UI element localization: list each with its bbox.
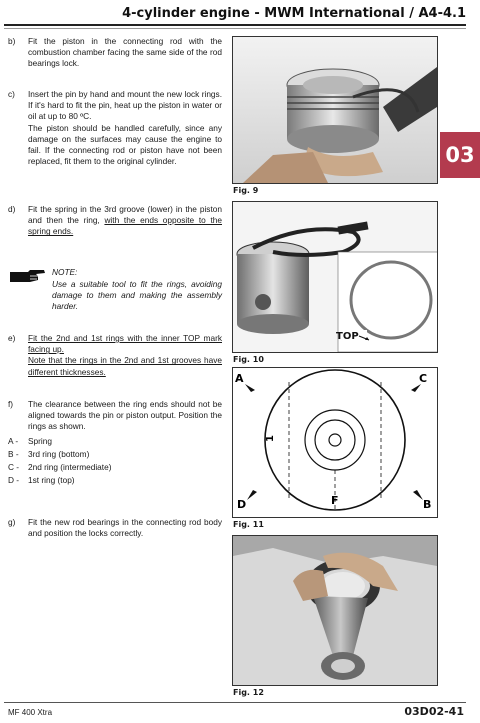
label-one: 1 bbox=[265, 435, 276, 442]
footer-rule bbox=[4, 702, 466, 703]
step-text bbox=[28, 89, 222, 167]
header-rule bbox=[4, 24, 466, 26]
label-d: D bbox=[237, 498, 247, 511]
legend-code: C - bbox=[8, 462, 20, 472]
figure-11-caption: Fig. 11 bbox=[233, 520, 264, 529]
step-letter: b) bbox=[8, 36, 16, 46]
note-label: NOTE: bbox=[52, 267, 78, 277]
figure-11-diagram bbox=[232, 367, 438, 518]
legend-desc: 2nd ring (intermediate) bbox=[28, 462, 112, 472]
legend-desc: 3rd ring (bottom) bbox=[28, 449, 90, 459]
step-text: Fit the new rod bearings in the connecting rod body and position the locks correctly. bbox=[28, 517, 222, 539]
top-mark-label: TOP bbox=[336, 331, 359, 342]
header-rule-thin bbox=[4, 28, 466, 29]
note-text: Use a suitable tool to fit the rings, avoiding damage to them and making the assembly harder. bbox=[52, 279, 222, 312]
page-number: 03D02-41 bbox=[404, 705, 464, 718]
page-title: 4-cylinder engine - MWM International / A4-4.1 bbox=[122, 6, 466, 21]
legend-desc: Spring bbox=[28, 436, 52, 446]
figure-12-photo bbox=[232, 535, 438, 686]
step-letter: g) bbox=[8, 517, 16, 527]
figure-10-photo bbox=[232, 201, 438, 353]
step-text-part: Fit the 2nd and 1st rings with the inner TOP mark facing up. bbox=[28, 333, 222, 355]
legend-code: B - bbox=[8, 449, 19, 459]
chapter-tab: 03 bbox=[440, 132, 480, 178]
step-text-underlined: with the ends opposite to the spring ends. bbox=[28, 215, 222, 237]
step-text-part: Insert the pin by hand and mount the new lock rings. If it's hard to fit the pin, heat up the piston in water or oil at up to 80 ºC. bbox=[28, 89, 222, 122]
label-a: A bbox=[235, 372, 244, 385]
label-b: B bbox=[423, 498, 432, 511]
step-text-part: The piston should be handled carefully, since any damage on the surfaces may cause the engine to fail. If the connecting rod or piston have not been replaced, fit them to the original cylinder. bbox=[28, 122, 222, 167]
label-f: F bbox=[331, 494, 339, 507]
step-letter: e) bbox=[8, 333, 16, 343]
figure-9-photo bbox=[232, 36, 438, 184]
step-letter: f) bbox=[8, 399, 14, 409]
step-text-part: Fit the spring in the 3rd groove (lower) in the piston and then the ring, bbox=[28, 204, 222, 226]
legend-code: A - bbox=[8, 436, 19, 446]
piston-pin-illustration bbox=[233, 37, 437, 183]
step-text bbox=[28, 333, 222, 378]
step-letter: c) bbox=[8, 89, 15, 99]
label-c: C bbox=[419, 372, 428, 385]
legend-code: D - bbox=[8, 475, 20, 485]
legend-desc: 1st ring (top) bbox=[28, 475, 75, 485]
step-text bbox=[28, 204, 222, 238]
pointing-hand-icon bbox=[8, 269, 46, 283]
ring-gap-diagram bbox=[233, 368, 437, 517]
connecting-rod-illustration bbox=[233, 536, 437, 685]
step-text: The clearance between the ring ends should not be aligned towards the pin or piston output. Position the rings as shown. bbox=[28, 399, 222, 432]
ring-fitting-illustration bbox=[233, 202, 437, 352]
step-text: Fit the piston in the connecting rod with the combustion chamber facing the same side of the rod bearings lock. bbox=[28, 36, 222, 69]
footer-model: MF 400 Xtra bbox=[8, 708, 53, 717]
figure-10-caption: Fig. 10 bbox=[233, 355, 264, 364]
figure-9-caption: Fig. 9 bbox=[233, 186, 259, 195]
step-letter: d) bbox=[8, 204, 16, 214]
step-text-part: Note that the rings in the 2nd and 1st grooves have different thicknesses. bbox=[28, 355, 222, 377]
figure-12-caption: Fig. 12 bbox=[233, 688, 264, 697]
